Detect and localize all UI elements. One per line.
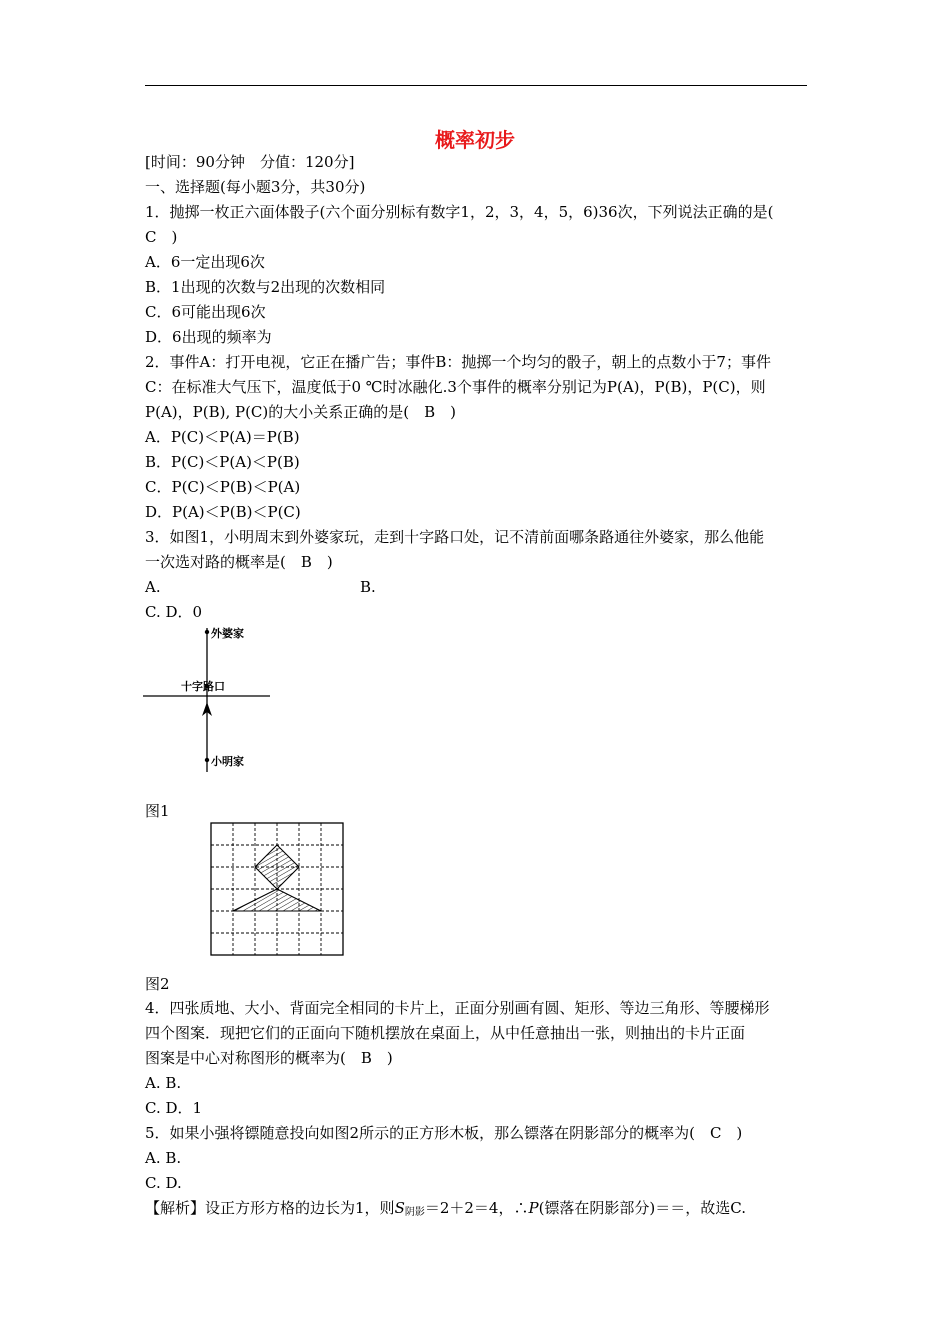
analysis-p: P	[528, 1199, 539, 1217]
analysis-part1: 设正方形方格的边长为1，则	[205, 1199, 395, 1217]
q1-option-b: B．1出现的次数与2出现的次数相同	[145, 278, 386, 296]
label-grandma-house: 外婆家	[211, 627, 244, 640]
label-xiaoming-home: 小明家	[211, 755, 244, 768]
q4-option-ab: A. B.	[145, 1074, 182, 1092]
q5-option-ab: A. B.	[145, 1149, 182, 1167]
q2-option-a: A．P(C)＜P(A)＝P(B)	[145, 428, 300, 446]
page-title: 概率初步	[435, 128, 515, 152]
q4-line3: 图案是中心对称图形的概率为( B )	[145, 1049, 393, 1067]
q2-option-c: C．P(C)＜P(B)＜P(A)	[145, 478, 301, 496]
q4-option-cd: C. D．1	[145, 1099, 203, 1117]
q1-stem: 1．抛掷一枚正六面体骰子(六个面分别标有数字1，2，3，4，5，6)36次，下列说法正确的是(	[145, 203, 774, 221]
analysis	[145, 1198, 746, 1223]
section-heading: 一、选择题(每小题3分，共30分)	[145, 178, 366, 196]
q3-option-a: A.	[145, 578, 161, 596]
analysis-sub: 阴影	[404, 1207, 425, 1218]
exam-meta: [时间：90分钟 分值：120分]	[145, 153, 355, 171]
home-dot	[205, 758, 209, 762]
q4-line1: 4．四张质地、大小、背面完全相同的卡片上，正面分别画有圆、矩形、等边三角形、等腰梯形	[145, 999, 770, 1017]
shaded-triangle	[233, 889, 321, 911]
q2-line2: C：在标准大气压下，温度低于0 ℃时冰融化.3个事件的概率分别记为P(A)，P(B)，P(C)，则	[145, 378, 766, 396]
analysis-s: S	[394, 1199, 405, 1217]
q1-option-c: C．6可能出现6次	[145, 303, 266, 321]
analysis-part3: (镖落在阴影部分)＝＝，故选C.	[538, 1199, 746, 1217]
analysis-head: 【解析】	[145, 1199, 206, 1217]
q3-line1: 3．如图1，小明周末到外婆家玩，走到十字路口处，记不清前面哪条路通往外婆家，那么他能	[145, 528, 765, 546]
figure-2-board	[208, 820, 350, 960]
analysis-part2: ＝2＋2＝4，∴	[424, 1199, 529, 1217]
figure-1-caption: 图1	[145, 802, 170, 820]
figure-2-caption: 图2	[145, 975, 170, 993]
q3-option-b: B.	[360, 578, 376, 596]
header-rule	[145, 85, 807, 86]
q2-line1: 2．事件A：打开电视，它正在播广告；事件B：抛掷一个均匀的骰子，朝上的点数小于7；事件	[145, 353, 771, 371]
figure-1-crossroads	[140, 620, 290, 780]
q2-option-d: D．P(A)＜P(B)＜P(C)	[145, 503, 301, 521]
q4-line2: 四个图案．现把它们的正面向下随机摆放在桌面上，从中任意抽出一张，则抽出的卡片正面	[145, 1024, 746, 1042]
q1-option-a: A．6一定出现6次	[145, 253, 265, 271]
shaded-square	[255, 845, 299, 889]
q2-option-b: B．P(C)＜P(A)＜P(B)	[145, 453, 300, 471]
q2-line3: P(A)，P(B), P(C)的大小关系正确的是( B )	[145, 403, 456, 421]
grandma-house-dot	[205, 630, 209, 634]
q1-answer: C )	[145, 228, 178, 246]
label-crossroad: 十字路口	[181, 680, 225, 693]
q3-option-cd: C. D．0	[145, 603, 203, 621]
q5-option-cd: C. D.	[145, 1174, 182, 1192]
q5-line1: 5．如果小强将镖随意投向如图2所示的正方形木板，那么镖落在阴影部分的概率为( C )	[145, 1124, 743, 1142]
q3-line2: 一次选对路的概率是( B )	[145, 553, 333, 571]
q1-option-d: D．6出现的频率为	[145, 328, 272, 346]
